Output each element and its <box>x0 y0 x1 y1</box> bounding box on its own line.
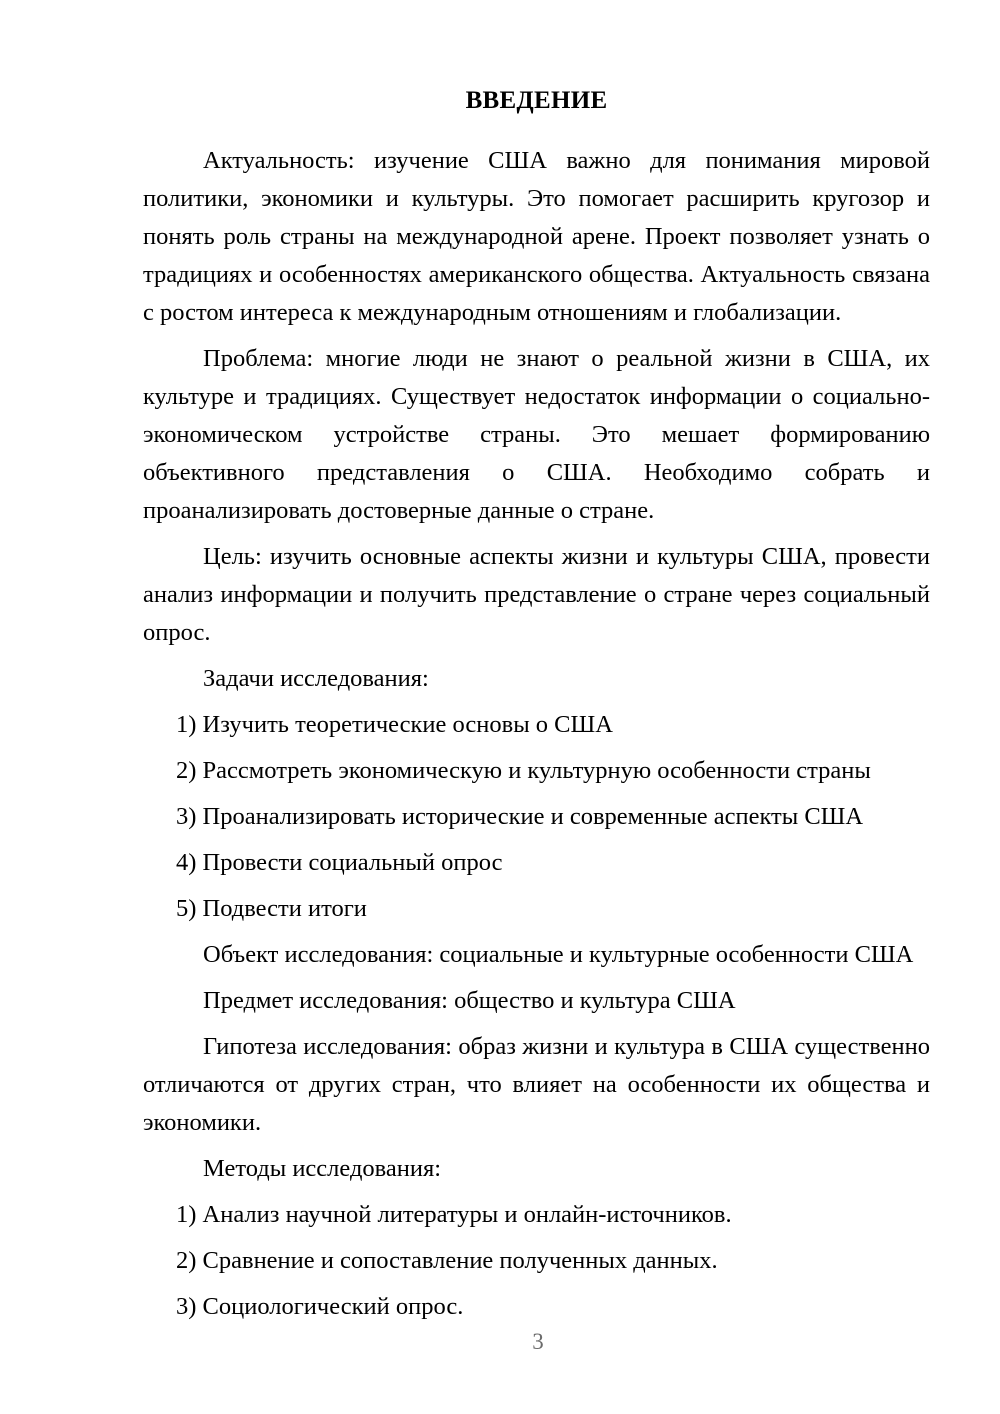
list-item: 5) Подвести итоги <box>176 895 367 922</box>
page-content <box>143 86 930 1334</box>
paragraph-hypothesis: Гипотеза исследования: образ жизни и культура в США существенно отличаются от других стран, что влияет на особенности их общества и экономики. <box>143 1033 930 1136</box>
page-number-value: 3 <box>532 1329 544 1354</box>
list-item: 2) Сравнение и сопоставление полученных данных. <box>176 1247 718 1274</box>
list-item: 1) Анализ научной литературы и онлайн-источников. <box>176 1201 732 1228</box>
list-item: 3) Проанализировать исторические и современные аспекты США <box>176 803 864 830</box>
subheading-methods: Методы исследования: <box>203 1155 442 1182</box>
subheading-subject: Предмет исследования: общество и культура США <box>203 987 736 1014</box>
list-item: 3) Социологический опрос. <box>176 1293 464 1320</box>
list-item: 2) Рассмотреть экономическую и культурную особенности страны <box>176 757 871 784</box>
paragraph-goal: Цель: изучить основные аспекты жизни и культуры США, провести анализ информации и получить представление о стране через социальный опрос. <box>143 543 930 646</box>
page-title: ВВЕДЕНИЕ <box>465 87 608 114</box>
list-item: 1) Изучить теоретические основы о США <box>176 711 613 738</box>
list-tasks <box>143 706 930 928</box>
list-item: 4) Провести социальный опрос <box>176 849 503 876</box>
page-number <box>0 1330 1000 1353</box>
list-methods <box>143 1196 930 1326</box>
paragraph-problem: Проблема: многие люди не знают о реальной жизни в США, их культуре и традициях. Существует недостаток информации о социально-экономическом устройстве страны. Это мешает формированию объективного представления о США. Необходимо собрать и проанализировать достоверные данные о стране. <box>143 345 930 524</box>
subheading-object: Объект исследования: социальные и культурные особенности США <box>203 941 914 968</box>
subheading-tasks: Задачи исследования: <box>203 665 429 692</box>
paragraph-relevance: Актуальность: изучение США важно для понимания мировой политики, экономики и культуры. Это помогает расширить кругозор и понять роль страны на международной арене. Проект позволяет узнать о традициях и особенностях американского общества. Актуальность связана с ростом интереса к международным отношениям и глобализации. <box>143 147 930 326</box>
